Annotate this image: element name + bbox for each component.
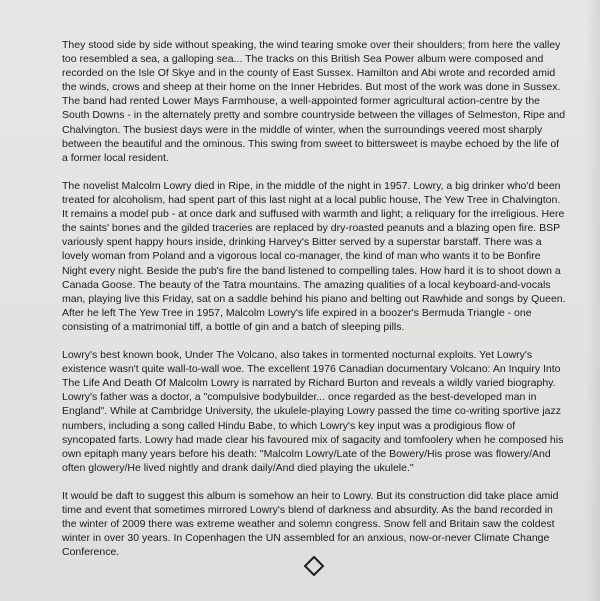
liner-notes-text bbox=[62, 38, 567, 574]
paragraph-3: Lowry's best known book, Under The Volcano, also takes in tormented nocturnal exploits. Yet Lowry's existence wasn't quite wall-to-wall woe. The excellent 1976 Canadian documentary Volcano: An Inquiry Into The Life And Death Of Malcolm Lowry is narrated by Richard Burton and reveals a wildly varied biography. Lowry's father was a doctor, a "compulsive bodybuilder... once regarded as the best-developed man in England". While at Cambridge University, the ukulele-playing Lowry passed the time co-writing sportive jazz numbers, including a song called Hindu Babe, to which Lowry's key input was a prodigious flow of syncopated farts. Lowry had made clear his favoured mix of sagacity and tomfoolery when he composed his own epitaph many years before his death: "Malcolm Lowry/Late of the Bowery/His prose was flowery/And often glowery/He lived nightly and drank daily/And died playing the ukulele." bbox=[62, 349, 564, 474]
paragraph-4: It would be daft to suggest this album is somehow an heir to Lowry. But its construction did take place amid time and event that sometimes mirrored Lowry's blend of darkness and absurdity. As the band recorded in the winter of 2009 there was extreme weather and solemn congress. Snow fell and Britain saw the coldest winter in over 30 years. In Copenhagen the UN assembled for an anxious, now-or-never Climate Change Conference. bbox=[62, 490, 559, 559]
diamond-outline-icon bbox=[303, 555, 325, 577]
paragraph-1: They stood side by side without speaking, the wind tearing smoke over their shoulders; from here the valley too resembled a sea, a galloping sea... The tracks on this British Sea Power album were composed and recorded on the Isle Of Skye and in the county of East Sussex. Hamilton and Abi wrote and recorded amid the winds, crows and sheep at their home on the Inner Hebrides. But most of the work was done in Sussex. The band had rented Lower Mays Farmhouse, a well-appointed former agricultural action-centre by the South Downs - in the alternately pretty and sombre countryside between the villages of Selmeston, Ripe and Chalvington. The busiest days were in the middle of winter, when the surroundings veered most sharply between the beautiful and the ominous. This swing from sweet to bittersweet is maybe echoed by the life of a former local resident. bbox=[62, 39, 566, 164]
paragraph-2: The novelist Malcolm Lowry died in Ripe, in the middle of the night in 1957. Lowry, a big drinker who'd been treated for alcoholism, had spent part of this last night at a local public house, The Yew Tree in Chalvington. It remains a model pub - at once dark and suffused with warmth and light; a reliquary for the irreligious. Here the saints' bones and the gilded traceries are replaced by dry-roasted peanuts and a blazing open fire. BSP variously spent happy hours inside, drinking Harvey's Bitter served by a superstar barstaff. There was a lovely woman from Poland and a vigorous local co-manager, the kind of man who wants it to be Bonfire Night every night. Beside the pub's fire the band listened to compelling tales. How hard it is to shoot down a Canada Goose. The beauty of the Tatra mountains. The amazing qualities of a local keyboard-and-vocals man, playing live this Friday, sat on a saddle behind his piano and belting out Rawhide and songs by Queen. After he left The Yew Tree in 1957, Malcolm Lowry's life expired in a boozer's Bermuda Triangle - one consisting of a matrimonial tiff, a bottle of gin and a batch of sleeping pills. bbox=[62, 179, 566, 333]
page-edge-shadow bbox=[586, 0, 600, 601]
